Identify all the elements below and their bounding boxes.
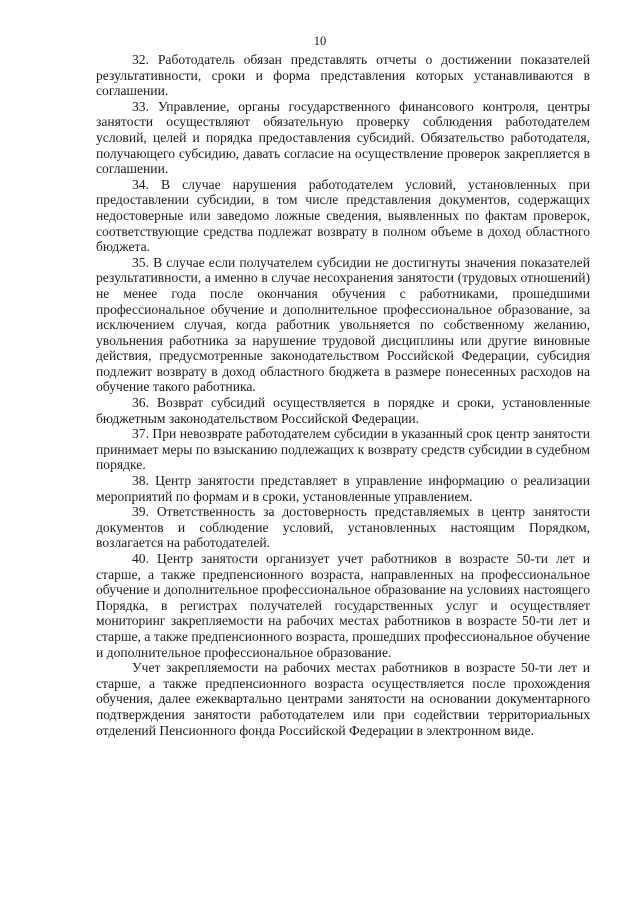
page-number: 10	[313, 34, 327, 48]
paragraph-40: 40. Центр занятости организует учет работников в возрасте 50-ти лет и старше, а также предпенсионного возраста, направленных на профессиональное обучение и дополнительное профессиональное образование на условиях настоящего Порядка, в регистрах получателей государственных услуг и осуществляет мониторинг закрепляемости на рабочих местах работников в возрасте 50-ти лет и старше, а также предпенсионного возраста, прошедших профессиональное обучение и дополнительное профессиональное образование.	[96, 551, 590, 660]
paragraph-38: 38. Центр занятости представляет в управление информацию о реализации мероприятий по формам и в сроки, установленные управлением.	[96, 473, 590, 504]
paragraph-32: 32. Работодатель обязан представлять отчеты о достижении показателей результативности, сроки и форма представления которых устанавливаются в соглашении.	[96, 52, 590, 99]
paragraph-40-continuation: Учет закрепляемости на рабочих местах работников в возрасте 50-ти лет и старше, а также предпенсионного возраста осуществляется после прохождения обучения, далее ежеквартально центрами занятости на основании документарного подтверждения занятости работодателем или при содействии территориальных отделений Пенсионного фонда Российской Федерации в электронном виде.	[96, 660, 590, 738]
document-body	[96, 52, 590, 738]
paragraph-36: 36. Возврат субсидий осуществляется в порядке и сроки, установленные бюджетным законодательством Российской Федерации.	[96, 395, 590, 426]
paragraph-33: 33. Управление, органы государственного финансового контроля, центры занятости осуществляют обязательную проверку соблюдения работодателем условий, целей и порядка предоставления субсидий. Обязательство работодателя, получающего субсидию, давать согласие на осуществление проверок закрепляется в соглашении.	[96, 98, 590, 177]
paragraph-37: 37. При невозврате работодателем субсидии в указанный срок центр занятости принимает меры по взысканию подлежащих к возврату средств субсидии в судебном порядке.	[96, 426, 590, 473]
paragraph-34: 34. В случае нарушения работодателем условий, установленных при предоставлении субсидии, в том числе представления документов, содержащих недостоверные или заведомо ложные сведения, выявленных по фактам проверок, соответствующие средства подлежат возврату в полном объеме в доход областного бюджета.	[96, 176, 590, 255]
paragraph-39: 39. Ответственность за достоверность представляемых в центр занятости документов и соблюдение условий, установленных настоящим Порядком, возлагается на работодателей.	[96, 504, 590, 551]
paragraph-35: 35. В случае если получателем субсидии не достигнуты значения показателей результативности, а именно в случае несохранения занятости (трудовых отношений) не менее года после окончания обучения с работниками, прошедшими профессиональное обучение и дополнительное профессиональное образование, за исключением случая, когда работник увольняется по собственному желанию, увольнения работника за нарушение трудовой дисциплины или другие виновные действия, предусмотренные законодательством Российской Федерации, субсидия подлежит возврату в доход областного бюджета в размере понесенных расходов на обучение такого работника.	[96, 254, 590, 395]
